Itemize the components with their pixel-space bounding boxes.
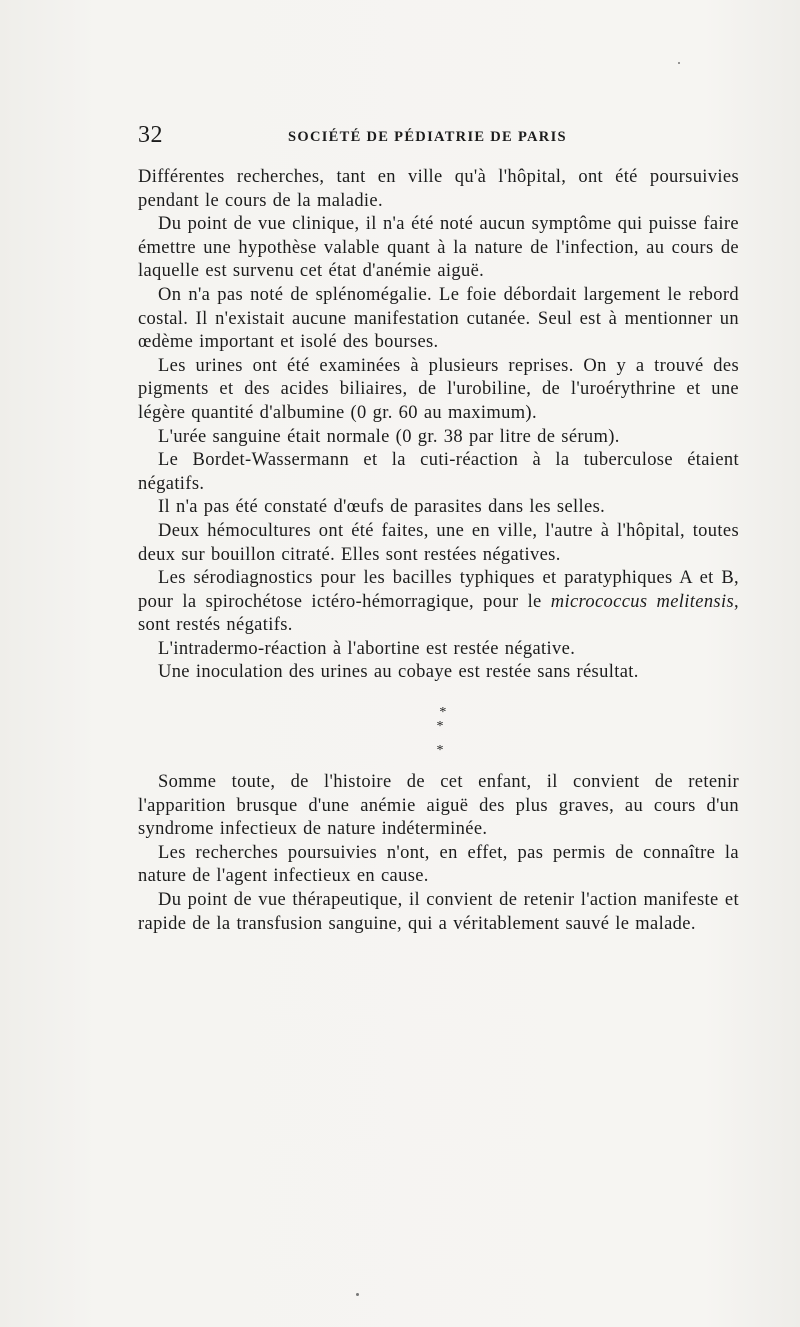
paper-speck — [678, 62, 680, 64]
running-title: SOCIÉTÉ DE PÉDIATRIE DE PARIS — [288, 129, 567, 145]
paragraph-parasites: Il n'a pas été constaté d'œufs de parasites dans les selles. — [158, 497, 606, 518]
paper-speck — [356, 1293, 359, 1296]
paragraph-bordet-wassermann: Le Bordet-Wassermann et la cuti-réaction à la tuberculose étaient négatifs. — [138, 450, 739, 494]
paragraph-inoculation: Une inoculation des urines au cobaye est restée sans résultat. — [158, 662, 639, 683]
paragraph-intradermo: L'intradermo-réaction à l'abortine est restée négative. — [158, 638, 576, 659]
paragraph-therapeutique: Du point de vue thérapeutique, il convient de retenir l'action manifeste et rapide de la transfusion sanguine, qui a véritablement sauvé le malade. — [138, 890, 739, 934]
paragraph-clinique: Du point de vue clinique, il n'a été noté aucun symptôme qui puisse faire émettre une hypothèse valable quant à la nature de l'infection, au cours de laquelle est survenu cet état d'anémie aiguë. — [138, 214, 739, 282]
asterism-top: * — [439, 705, 447, 721]
paragraph-splenomegalie: On n'a pas noté de splénomégalie. Le foie débordait largement le rebord costal. Il n'existait aucune manifestation cutanée. Seul est à mentionner un œdème important et isolé des bourses. — [138, 284, 739, 353]
paragraph-serodiagnostics — [138, 567, 739, 638]
paragraph-somme-toute: Somme toute, de l'histoire de cet enfant, il convient de retenir l'apparition brusque d'une anémie aiguë des plus graves, au cours d'un syndrome infectieux de nature indéterminée. — [138, 772, 739, 840]
serodiagnostics-text-start: Les sérodiagnostics pour les bacilles typhiques et paratyphiques A et B, pour la spirochétose ictéro-hémorragique, pour le — [138, 568, 739, 612]
paragraph-agent-infectieux: Les recherches poursuivies n'ont, en effet, pas permis de connaître la nature de l'agent infectieux en cause. — [138, 842, 739, 887]
asterism-separator — [138, 685, 739, 771]
body-text — [138, 166, 739, 936]
paragraph-hemocultures: Deux hémocultures ont été faites, une en ville, l'autre à l'hôpital, toutes deux sur bouillon citraté. Elles sont restées négatives. — [138, 520, 739, 565]
asterism-bottom: * * — [436, 719, 450, 758]
micrococcus-italic: micrococcus melitensis — [550, 591, 735, 612]
paragraph-urines: Les urines ont été examinées à plusieurs reprises. On y a trouvé des pigments et des acides biliaires, de l'urobiline, de l'uroérythrine et une légère quantité d'albumine (0 gr. 60 au maximum). — [138, 355, 739, 423]
page-header — [138, 122, 738, 152]
serodiagnostics-text-end: , sont restés négatifs. — [138, 591, 740, 636]
paragraph-uree: L'urée sanguine était normale (0 gr. 38 par litre de sérum). — [158, 426, 620, 447]
paragraph-recherches: Différentes recherches, tant en ville qu'à l'hôpital, ont été poursuivies pendant le cours de la maladie. — [138, 167, 739, 211]
page-number: 32 — [138, 122, 163, 148]
